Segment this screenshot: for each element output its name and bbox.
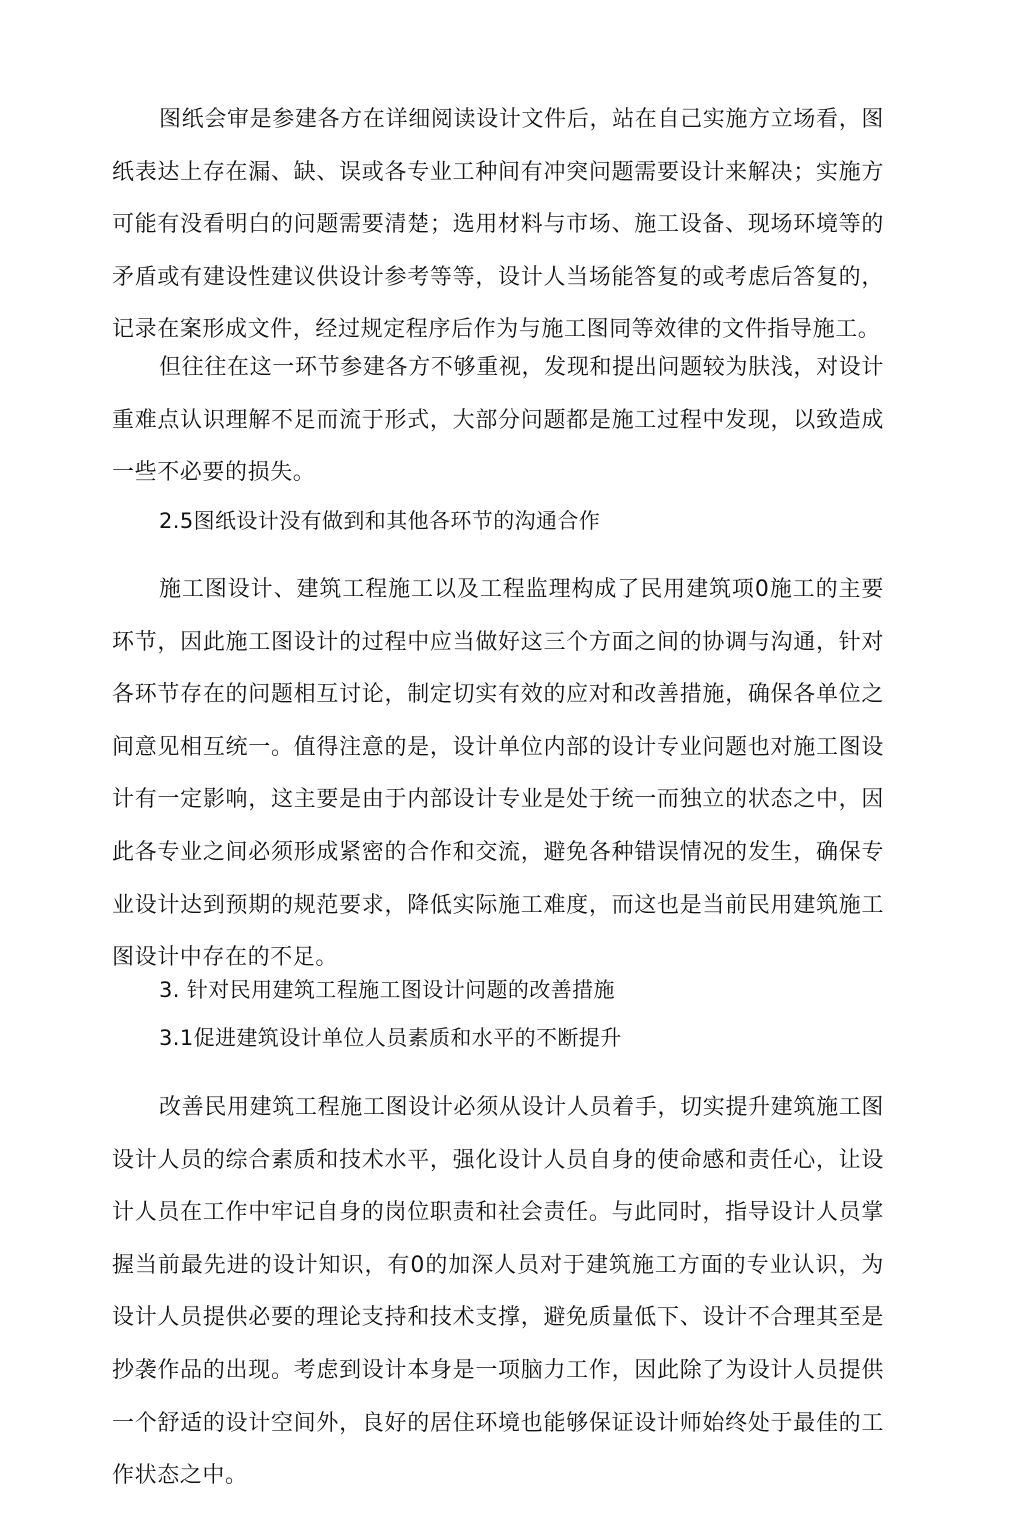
- paragraph-coordination: 施工图设计、建筑工程施工以及工程监理构成了民用建筑项0施工的主要环节，因此施工图设计的过程中应当做好这三个方面之间的协调与沟通，针对各环节存在的问题相互讨论，制定切实有效的应对和改善措施，确保各单位之间意见相互统一。值得注意的是，设计单位内部的设计专业问题也对施工图设计有一定影响，这主要是由于内部设计专业是处于统一而独立的状态之中，因此各专业之间必须形成紧密的合作和交流，避免各种错误情况的发生，确保专业设计达到预期的规范要求，降低实际施工难度，而这也是当前民用建筑施工图设计中存在的不足。: [112, 577, 884, 971]
- paragraph-review-neglect: 但往往在这一环节参建各方不够重视，发现和提出问题较为肤浅，对设计重难点认识理解不足而流于形式，大部分问题都是施工过程中发现，以致造成一些不必要的损失。: [112, 355, 884, 486]
- heading-2-5: 2.5图纸设计没有做到和其他各环节的沟通合作: [159, 509, 601, 533]
- paragraph-improve-designers: 改善民用建筑工程施工图设计必须从设计人员着手，切实提升建筑施工图设计人员的综合素质和技术水平，强化设计人员自身的使命感和责任心，让设计人员在工作中牢记自身的岗位职责和社会责任。与此同时，指导设计人员掌握当前最先进的设计知识，有0的加深人员对于建筑施工方面的专业认识，为设计人员提供必要的理论支持和技术支撑，避免质量低下、设计不合理其至是抄袭作品的出现。考虑到设计本身是一项脑力工作，因此除了为设计人员提供一个舒适的设计空间外，良好的居住环境也能够保证设计师始终处于最佳的工作状态之中。: [112, 1095, 884, 1489]
- heading-3-1: 3.1促进建筑设计单位人员素质和水平的不断提升: [159, 1026, 622, 1050]
- paragraph-drawing-review: 图纸会审是参建各方在详细阅读设计文件后，站在自己实施方立场看，图纸表达上存在漏、缺、误或各专业工种间有冲突问题需要设计来解决；实施方可能有没看明白的问题需要清楚；选用材料与市场、施工设备、现场环境等的矛盾或有建设性建议供设计参考等等，设计人当场能答复的或考虑后答复的，记录在案形成文件，经过规定程序后作为与施工图同等效律的文件指导施工。: [112, 107, 884, 343]
- heading-3: 3. 针对民用建筑工程施工图设计问题的改善措施: [159, 978, 615, 1002]
